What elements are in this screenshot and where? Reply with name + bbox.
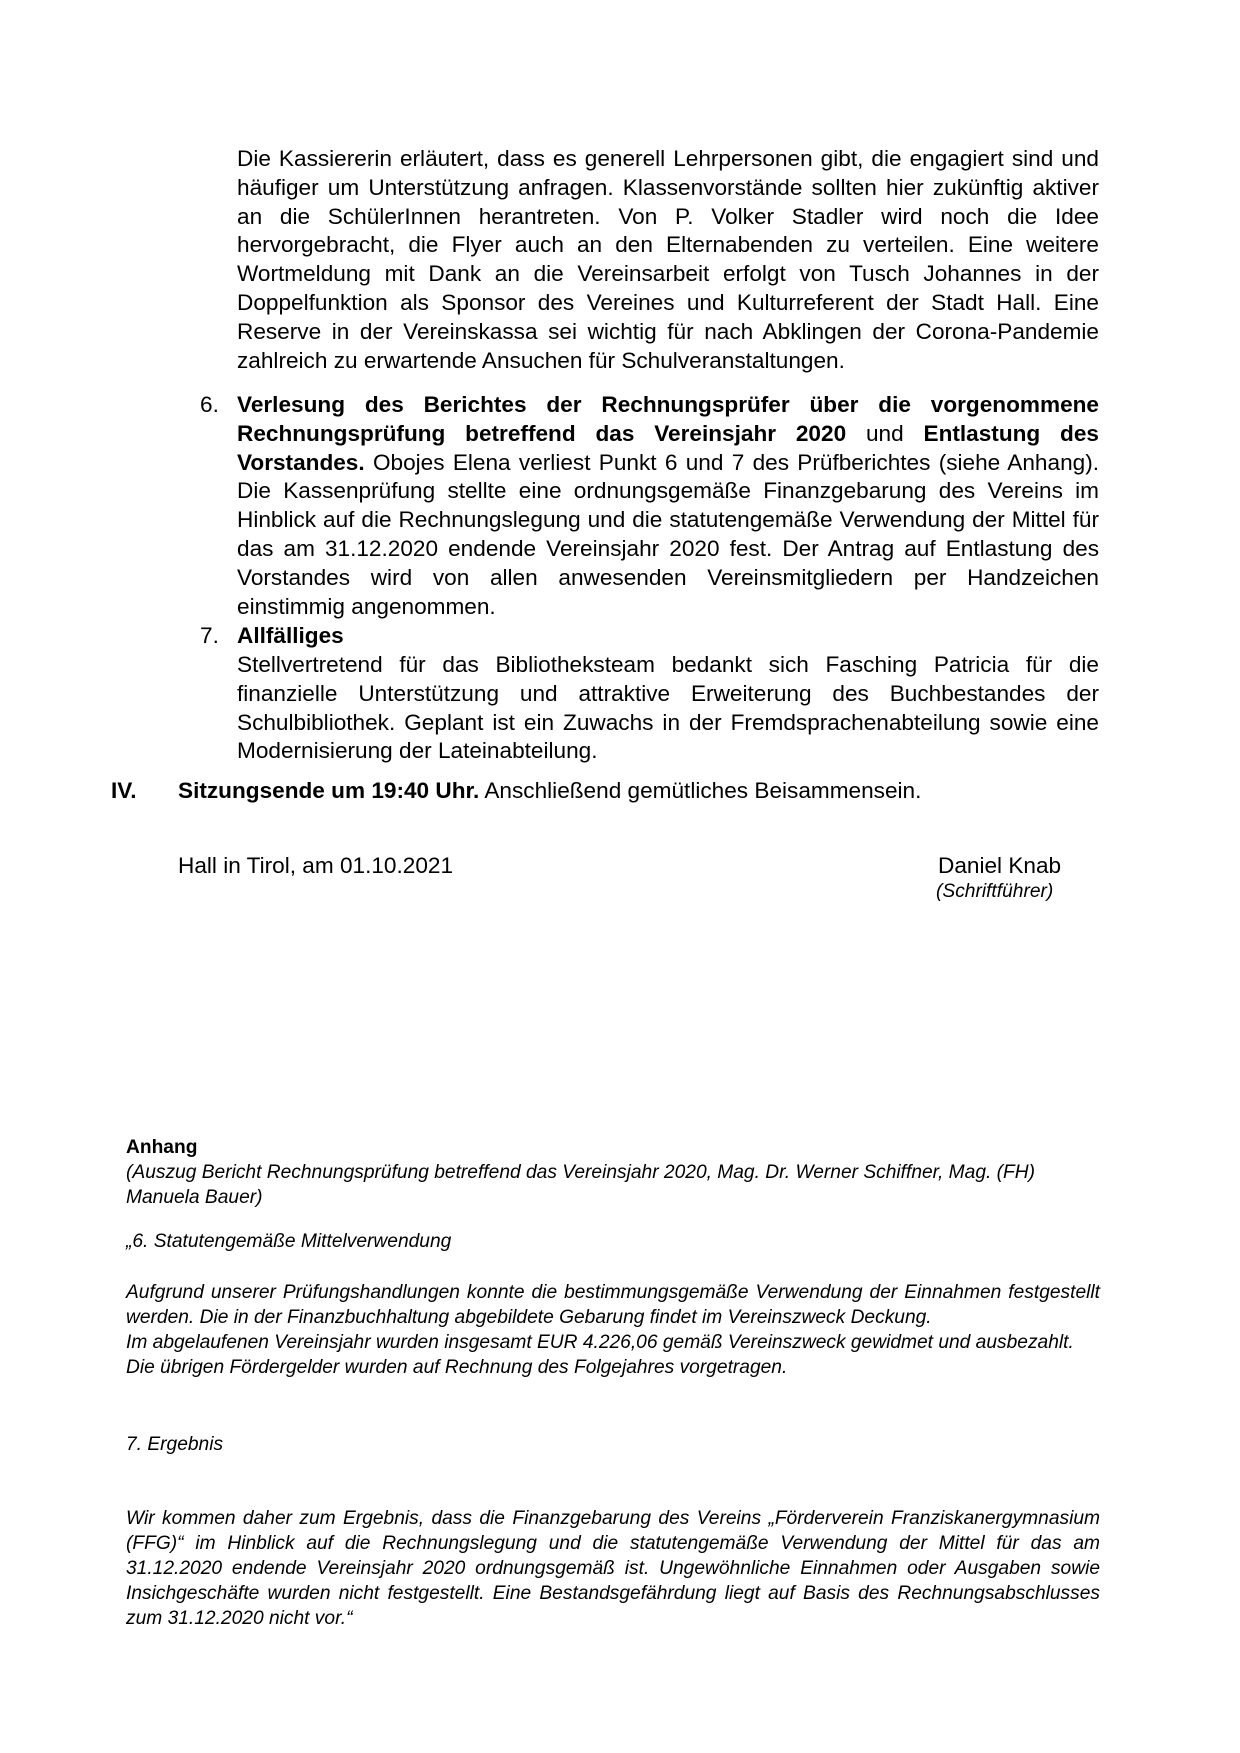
appendix-section6-paragraph: Im abgelaufenen Vereinsjahr wurden insgesamt EUR 4.226,06 gemäß Vereinszweck gewidmet und ausbezahlt.: [126, 1332, 1074, 1353]
agenda-item-7-body: Stellvertretend für das Bibliotheksteam bedankt sich Fasching Patricia für die finanzielle Unterstützung und attraktive Erweiterung des Buchbestandes der Schulbibliothek. Geplant ist ein Zuwachs in der Fremdsprachenabteilung sowie eine Modernisierung der Lateinabteilung.: [237, 652, 1099, 764]
item-6-body: Obojes Elena verliest Punkt 6 und 7 des Prüfberichtes (siehe Anhang). Die Kassenprüfung stellte eine ordnungsgemäße Finanzgebarung des Vereins im Hinblick auf die Rechnungslegung und die statutengemäße Verwendung der Mittel für das am 31.12.2020 endende Vereinsjahr 2020 fest. Der Antrag auf Entlastung des Vorstandes wird von allen anwesenden Vereinsmitgliedern per Handzeichen einstimmig angenommen.: [237, 449, 1099, 619]
signatory-name: Daniel Knab: [938, 853, 1062, 878]
appendix-section7-body: Wir kommen daher zum Ergebnis, dass die Finanzgebarung des Vereins „Förderverein Franziskanergymnasium (FFG)“ im Hinblick auf die Rechnungslegung und die statutengemäße Verwendung der Mittel für das am 31.12.2020 endende Vereinsjahr 2020 ordnungsgemäß ist. Ungewöhnliche Einnahmen oder Ausgaben sowie Insichgeschäfte wurden nicht festgestellt. Eine Bestandsgefährdung liegt auf Basis des Rechnungsabschlusses zum 31.12.2020 nicht vor.“: [126, 1508, 1100, 1629]
item-7-title: Allfälliges: [237, 623, 344, 648]
appendix-section7-title: 7. Ergebnis: [126, 1434, 224, 1455]
continuation-paragraph: Die Kassiererin erläutert, dass es generell Lehrpersonen gibt, die engagiert sind und häufiger um Unterstützung anfragen. Klassenvorstände sollten hier zukünftig aktiver an die SchülerInnen herantreten. Von P. Volker Stadler wird noch die Idee hervorgebracht, die Flyer auch an den Elternabenden zu verteilen. Eine weitere Wortmeldung mit Dank an die Vereinsarbeit erfolgt von Tusch Johannes in der Doppelfunktion als Sponsor des Vereines und Kulturreferent der Stadt Hall. Eine Reserve in der Vereinskassa sei wichtig für nach Abklingen der Corona-Pandemie zahlreich zu erwartende Ansuchen für Schulveranstaltungen.: [237, 146, 1099, 373]
agenda-item-6: [237, 391, 1099, 621]
item-6-title-connector: und: [846, 420, 924, 446]
appendix-section6-body: [126, 1280, 1100, 1380]
session-end-text: Anschließend gemütliches Beisammensein.: [479, 778, 922, 803]
appendix-section6-title: „6. Statutengemäße Mittelverwendung: [126, 1231, 452, 1252]
place-date: Hall in Tirol, am 01.10.2021: [178, 853, 454, 878]
appendix-subtitle: (Auszug Bericht Rechnungsprüfung betreffend das Vereinsjahr 2020, Mag. Dr. Werner Schiffner, Mag. (FH) Manuela Bauer): [126, 1162, 1036, 1208]
session-end: [178, 777, 1118, 806]
item-6-title-part2: Entlastung des Vorstandes.: [237, 420, 1099, 475]
list-number-6: 6.: [200, 392, 219, 417]
appendix-heading: Anhang: [126, 1137, 198, 1158]
appendix-section6-paragraph: Aufgrund unserer Prüfungshandlungen konnte die bestimmungsgemäße Verwendung der Einnahmen festgestellt werden. Die in der Finanzbuchhaltung abgebildete Gebarung findet im Vereinszweck Deckung.: [126, 1282, 1100, 1328]
signatory-role: (Schriftführer): [936, 881, 1054, 902]
session-end-time: Sitzungsende um 19:40 Uhr.: [178, 778, 480, 803]
agenda-item-7-title: [237, 622, 1099, 651]
appendix-section6-paragraph: Die übrigen Fördergelder wurden auf Rechnung des Folgejahres vorgetragen.: [126, 1357, 788, 1378]
list-number-7: 7.: [200, 623, 219, 648]
section-numeral-iv: IV.: [111, 778, 137, 803]
item-6-title-part1: Verlesung des Berichtes der Rechnungsprüfer über die vorgenommene Rechnungsprüfung betreffend das Vereinsjahr 2020: [237, 392, 1099, 446]
